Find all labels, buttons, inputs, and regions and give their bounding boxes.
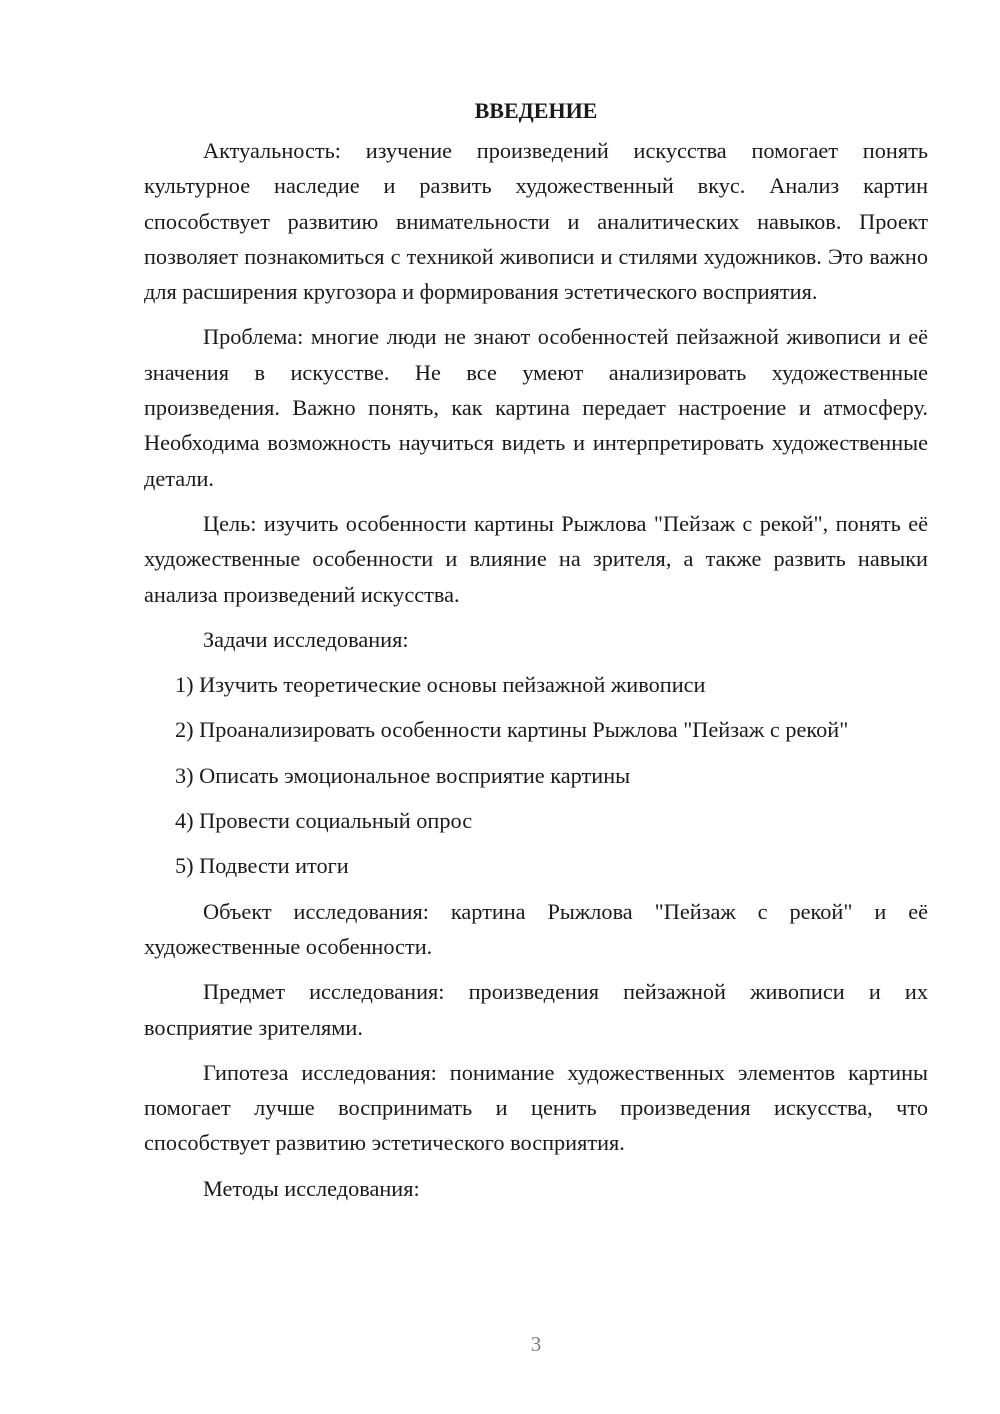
methods-paragraph: Методы исследования: — [203, 1175, 420, 1201]
task-item-5: 5) Подвести итоги — [175, 853, 349, 879]
relevance-paragraph: Актуальность: изучение произведений искусства помогает понять культурное наследие и развить художественный вкус. Анализ картин способствует развитию внимательности и аналитических навыков. Проект позволяет познакомиться с техникой живописи и стилями художников. Это важно для расширения кругозора и формирования эстетического восприятия. — [144, 138, 928, 305]
task-item-3: 3) Описать эмоциональное восприятие картины — [175, 762, 631, 788]
subject-paragraph: Предмет исследования: произведения пейзажной живописи и их восприятие зрителями. — [144, 979, 928, 1040]
task-item-4: 4) Провести социальный опрос — [175, 808, 473, 834]
tasks-intro-paragraph: Задачи исследования: — [203, 626, 409, 652]
section-heading: ВВЕДЕНИЕ — [474, 98, 598, 123]
page-content — [144, 93, 928, 1216]
page-number: 3 — [530, 1332, 542, 1356]
task-item-1: 1) Изучить теоретические основы пейзажной живописи — [175, 672, 706, 698]
object-paragraph: Объект исследования: картина Рыжлова "Пейзаж с рекой" и её художественные особенности. — [144, 898, 928, 959]
task-item-2: 2) Проанализировать особенности картины Рыжлова "Пейзаж с рекой" — [175, 717, 849, 743]
goal-paragraph: Цель: изучить особенности картины Рыжлова "Пейзаж с рекой", понять её художественные особенности и влияние на зрителя, а также развить навыки анализа произведений искусства. — [144, 510, 928, 607]
problem-paragraph: Проблема: многие люди не знают особенностей пейзажной живописи и её значения в искусстве. Не все умеют анализировать художественные произведения. Важно понять, как картина передает настроение и атмосферу. Необходима возможность научиться видеть и интерпретировать художественные детали. — [144, 324, 928, 491]
tasks-list — [144, 667, 928, 883]
hypothesis-paragraph: Гипотеза исследования: понимание художественных элементов картины помогает лучше воспринимать и ценить произведения искусства, что способствует развитию эстетического восприятия. — [144, 1059, 928, 1156]
